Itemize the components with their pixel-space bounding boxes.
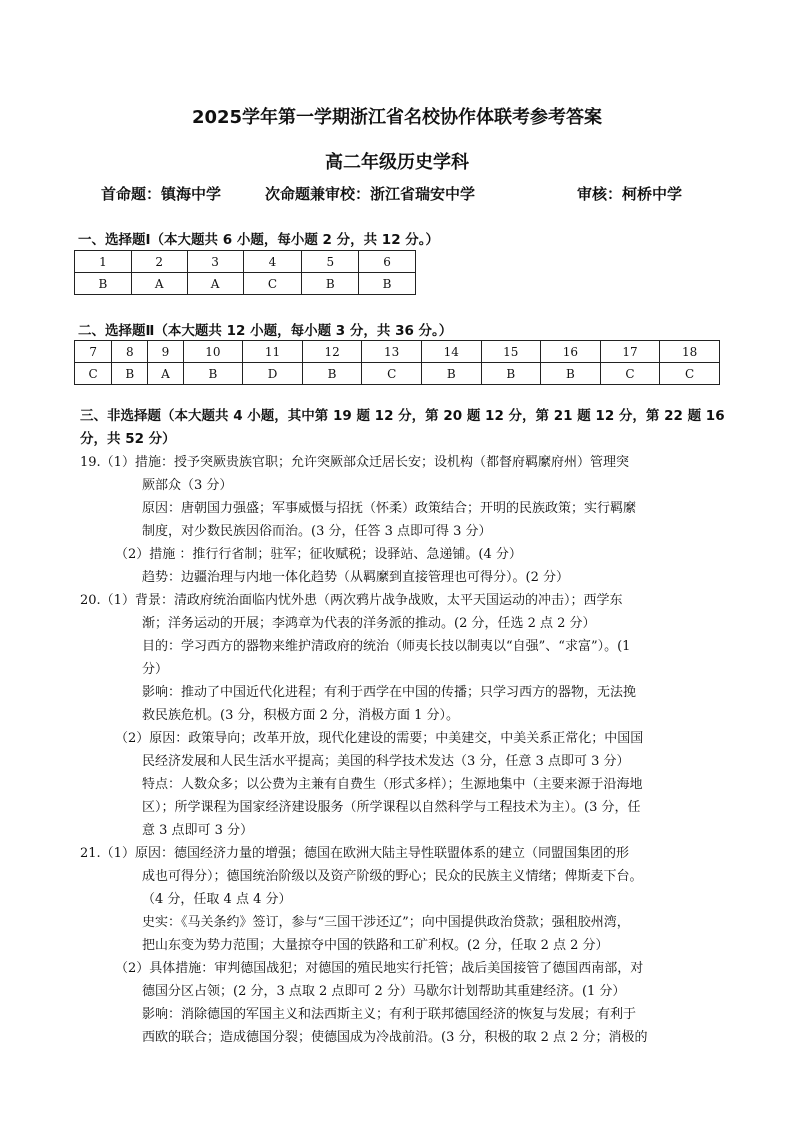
answer-cell: B: [421, 363, 481, 385]
answer-line: 影响：推动了中国近代化进程；有利于西学在中国的传播；只学习西方的器物，无法挽: [142, 685, 637, 700]
question-number: 3: [187, 251, 243, 273]
answer-line: 史实：《马关条约》签订，参与“三国干涉还辽”；向中国提供政治贷款；强租胶州湾，: [142, 915, 630, 930]
section1-heading: 一、选择题Ⅰ（本大题共 6 小题，每小题 2 分，共 12 分。）: [78, 232, 440, 248]
answer-cell: B: [481, 363, 541, 385]
reviewer-school: 审核：柯桥中学: [577, 185, 683, 203]
question-number: 17: [600, 341, 660, 363]
question-number: 4: [243, 251, 302, 273]
answer-line: 趋势：边疆治理与内地一体化趋势（从羁縻到直接管理也可得分）。(2 分）: [142, 570, 569, 585]
answer-line: 分）: [142, 662, 169, 677]
section2-answer-row: [75, 363, 720, 385]
answer-cell: D: [243, 363, 303, 385]
section2-number-row: [75, 341, 720, 363]
answer-cell: B: [183, 363, 243, 385]
setter-school: 首命题：镇海中学: [101, 185, 222, 203]
page-title: 2025学年第一学期浙江省名校协作体联考参考答案: [191, 107, 603, 128]
question-number: 12: [302, 341, 362, 363]
answer-line: 德国分区占领；(2 分，3 点取 2 点即可 2 分）马歇尔计划帮助其重建经济。(1 分）: [142, 984, 626, 999]
co-setter-school: 次命题兼审校：浙江省瑞安中学: [265, 185, 476, 203]
question-number: 5: [302, 251, 359, 273]
answer-cell: C: [75, 363, 112, 385]
answer-line-q20: 20.（1）背景：清政府统治面临内忧外患（两次鸦片战争战败，太平天国运动的冲击）；西学东: [80, 593, 623, 608]
answer-line: 原因：唐朝国力强盛；军事威慑与招抚（怀柔）政策结合；开明的民族政策；实行羁縻: [142, 501, 637, 516]
answer-line: （2）具体措施：审判德国战犯；对德国的殖民地实行托管；战后美国接管了德国西南部，对: [115, 961, 644, 976]
question-number: 9: [148, 341, 183, 363]
answer-line: 把山东变为势力范围；大量掠夺中国的铁路和工矿利权。(2 分，任取 2 点 2 分）: [142, 938, 609, 953]
answer-cell: B: [75, 273, 132, 295]
answer-cell: A: [148, 363, 183, 385]
question-number: 8: [112, 341, 148, 363]
answer-line: 区）；所学课程为国家经济建设服务（所学课程以自然科学与工程技术为主）。(3 分，任: [142, 800, 641, 815]
answer-line: 救民族危机。(3 分，积极方面 2 分，消极方面 1 分）。: [142, 708, 460, 723]
section2-answer-table: [74, 340, 720, 385]
answer-cell: B: [302, 273, 359, 295]
answer-line: 制度，对少数民族因俗而治。(3 分，任答 3 点即可得 3 分）: [142, 524, 492, 539]
answer-line: 民经济发展和人民生活水平提高；美国的科学技术发达（3 分，任意 3 点即可 3 分）: [142, 754, 630, 769]
section1-answer-table: [74, 250, 416, 295]
answer-line-q21: 21.（1）原因：德国经济力量的增强；德国在欧洲大陆主导性联盟体系的建立（同盟国集团的形: [80, 846, 629, 861]
answer-cell: C: [243, 273, 302, 295]
section1-number-row: [75, 251, 416, 273]
answer-line: 特点：人数众多；以公费为主兼有自费生（形式多样）；生源地集中（主要来源于沿海地: [142, 777, 643, 792]
answer-line: （2）措施 ：推行行省制；驻军；征收赋税；设驿站、急递铺。(4 分）: [115, 547, 522, 562]
question-number: 14: [421, 341, 481, 363]
answer-line: （2）原因：政策导向；改革开放，现代化建设的需要；中美建交，中美关系正常化；中国国: [115, 731, 644, 746]
section3-heading: 三、非选择题（本大题共 4 小题，其中第 19 题 12 分，第 20 题 12 分，第 21 题 12 分，第 22 题 16: [80, 408, 725, 424]
answer-line: （4 分，任取 4 点 4 分）: [142, 892, 292, 907]
question-number: 13: [362, 341, 422, 363]
answer-cell: A: [131, 273, 187, 295]
answer-cell: C: [362, 363, 422, 385]
answer-cell: B: [359, 273, 416, 295]
answer-cell: B: [112, 363, 148, 385]
answer-line: 意 3 点即可 3 分）: [142, 823, 254, 838]
answer-line: 西欧的联合；造成德国分裂；使德国成为冷战前沿。(3 分，积极的取 2 点 2 分；消极的: [142, 1030, 648, 1045]
answer-line: 渐；洋务运动的开展；李鸿章为代表的洋务派的推动。(2 分，任选 2 点 2 分）: [142, 616, 596, 631]
answer-cell: A: [187, 273, 243, 295]
question-number: 6: [359, 251, 416, 273]
answer-cell: B: [541, 363, 601, 385]
answer-line: 目的：学习西方的器物来维护清政府的统治（师夷长技以制夷以“自强”、“求富”）。(1: [142, 639, 631, 654]
answer-line: 成也可得分）；德国统治阶级以及资产阶级的野心；民众的民族主义情绪；俾斯麦下台。: [142, 869, 643, 884]
question-number: 15: [481, 341, 541, 363]
answer-cell: B: [302, 363, 362, 385]
page-subtitle: 高二年级历史学科: [325, 152, 469, 173]
question-number: 1: [75, 251, 132, 273]
question-number: 16: [541, 341, 601, 363]
section1-answer-row: [75, 273, 416, 295]
section2-heading: 二、选择题Ⅱ（本大题共 12 小题，每小题 3 分，共 36 分。）: [78, 323, 453, 339]
answer-cell: C: [660, 363, 720, 385]
question-number: 2: [131, 251, 187, 273]
answer-line: 影响：消除德国的军国主义和法西斯主义；有利于联邦德国经济的恢复与发展；有利于: [142, 1007, 637, 1022]
section3-heading-cont: 分，共 52 分）: [80, 431, 176, 447]
answer-cell: C: [600, 363, 660, 385]
question-number: 7: [75, 341, 112, 363]
answer-line-q19: 19.（1）措施：授予突厥贵族官职；允许突厥部众迁居长安；设机构（都督府羁縻府州）管理突: [80, 455, 629, 470]
question-number: 11: [243, 341, 303, 363]
question-number: 10: [183, 341, 243, 363]
answer-line: 厥部众（3 分）: [142, 478, 233, 493]
question-number: 18: [660, 341, 720, 363]
